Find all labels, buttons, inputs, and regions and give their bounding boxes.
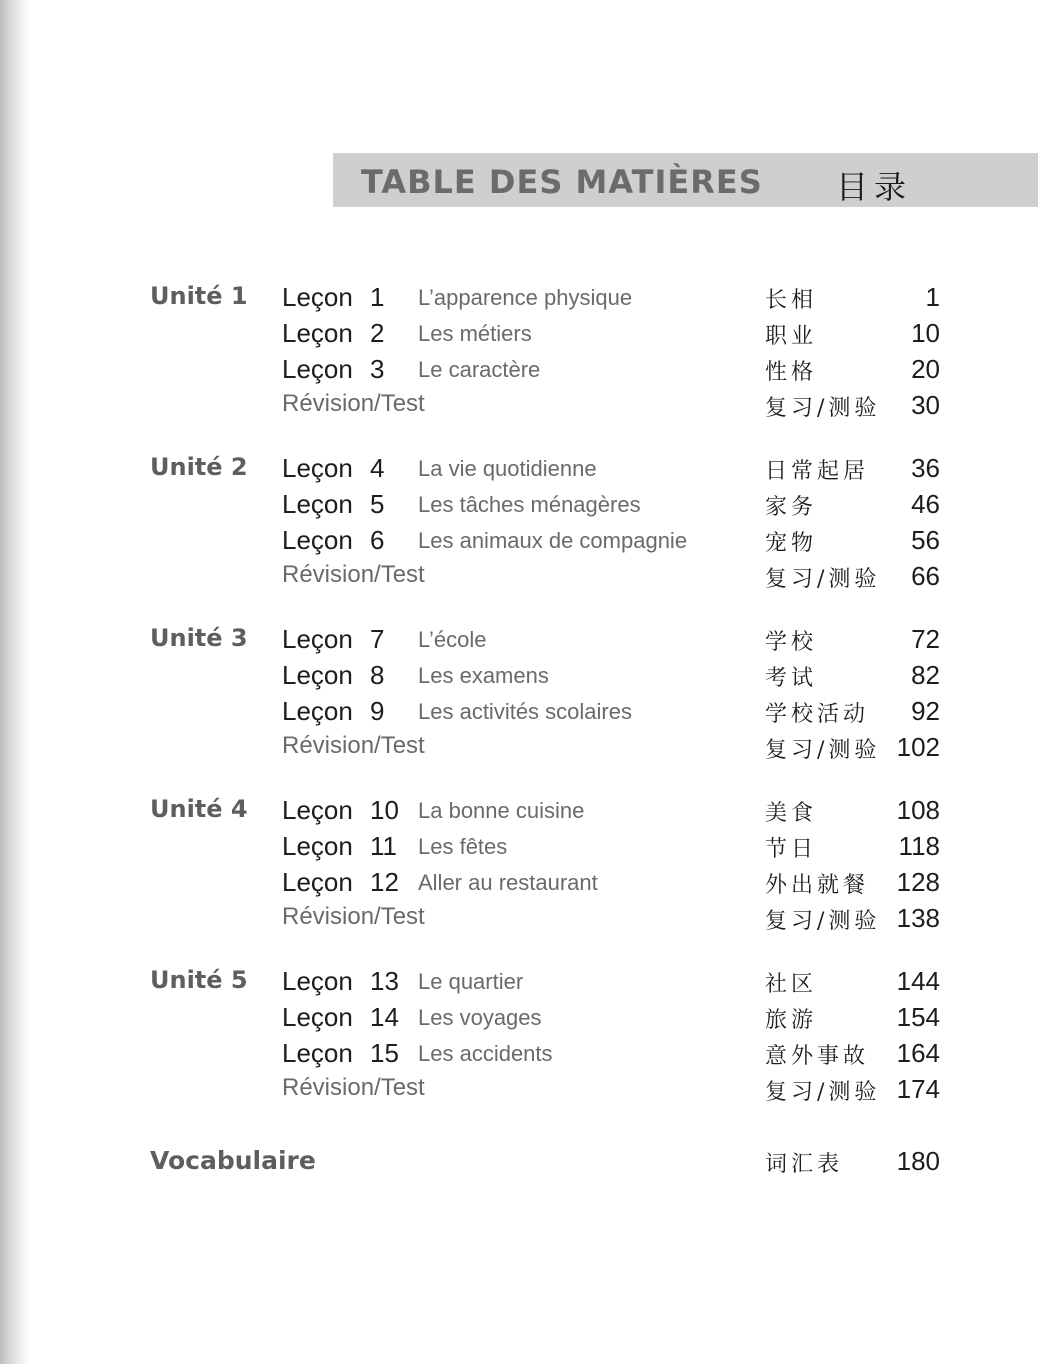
lesson-title-chinese: 节日 [765, 837, 818, 862]
revision-label: Révision/Test [282, 1074, 425, 1101]
lesson-number: 11 [370, 831, 397, 861]
lesson-word: Leçon [282, 1002, 353, 1032]
lesson-word: Leçon [282, 624, 353, 654]
lesson-title: Les accidents [418, 1041, 553, 1066]
lesson-title: Les métiers [418, 321, 532, 346]
lesson-title-chinese: 宠物 [765, 531, 818, 556]
lesson-title-chinese: 学校 [765, 630, 818, 655]
lesson-title-chinese: 学校活动 [765, 702, 870, 727]
lesson-row[interactable] [0, 624, 1038, 660]
revision-label: Révision/Test [282, 903, 425, 930]
lesson-title: La vie quotidienne [418, 456, 597, 481]
lesson-title: Les voyages [418, 1005, 542, 1030]
lesson-row[interactable] [0, 966, 1038, 1002]
lesson-number: 5 [370, 489, 385, 519]
page-number: 72 [911, 624, 940, 654]
lesson-word: Leçon [282, 660, 353, 690]
vocabulary-label-chinese: 词汇表 [765, 1152, 844, 1177]
lesson-number: 7 [370, 624, 385, 654]
lesson-word: Leçon [282, 525, 353, 555]
lesson-title: Les examens [418, 663, 549, 688]
lesson-row[interactable] [0, 282, 1038, 318]
unit-label: Unité 5 [150, 966, 248, 994]
lesson-number: 10 [370, 795, 399, 825]
revision-label-chinese: 复习/测验 [765, 396, 881, 421]
lesson-number: 1 [370, 282, 385, 312]
revision-row[interactable] [0, 561, 1038, 597]
unit-label: Unité 2 [150, 453, 248, 481]
vocabulary-label: Vocabulaire [150, 1146, 316, 1175]
lesson-title-chinese: 家务 [765, 495, 818, 520]
lesson-number: 13 [370, 966, 399, 996]
lesson-number: 4 [370, 453, 385, 483]
lesson-word: Leçon [282, 795, 353, 825]
lesson-word: Leçon [282, 318, 353, 348]
page-number: 36 [911, 453, 940, 483]
lesson-title-chinese: 长相 [765, 288, 818, 313]
lesson-row[interactable] [0, 795, 1038, 831]
lesson-word: Leçon [282, 489, 353, 519]
lesson-word: Leçon [282, 696, 353, 726]
lesson-number: 15 [370, 1038, 399, 1068]
page-title: TABLE DES MATIÈRES [361, 163, 763, 201]
page-number: 144 [896, 966, 940, 996]
page-number: 118 [898, 831, 940, 861]
lesson-title-chinese: 意外事故 [765, 1044, 870, 1069]
lesson-word: Leçon [282, 966, 353, 996]
page-title-chinese: 目录 [836, 168, 913, 206]
page-number: 20 [911, 354, 940, 384]
page-number: 30 [911, 390, 940, 420]
lesson-title: Le caractère [418, 357, 541, 382]
lesson-word: Leçon [282, 1038, 353, 1068]
lesson-title-chinese: 性格 [765, 360, 818, 385]
lesson-word: Leçon [282, 831, 353, 861]
revision-label-chinese: 复习/测验 [765, 909, 881, 934]
lesson-number: 2 [370, 318, 385, 348]
page-number: 82 [911, 660, 940, 690]
lesson-title-chinese: 职业 [765, 324, 818, 349]
lesson-number: 3 [370, 354, 385, 384]
lesson-number: 6 [370, 525, 385, 555]
lesson-title-chinese: 旅游 [765, 1008, 818, 1033]
lesson-title: Les activités scolaires [418, 699, 632, 724]
page-number: 108 [896, 795, 940, 825]
lesson-row[interactable] [0, 354, 1038, 390]
page-number: 174 [896, 1074, 940, 1104]
lesson-title-chinese: 社区 [765, 972, 818, 997]
lesson-title: L’école [418, 627, 487, 652]
lesson-title: Le quartier [418, 969, 524, 994]
lesson-word: Leçon [282, 453, 353, 483]
page-number: 1 [925, 282, 940, 312]
page-number: 180 [896, 1146, 940, 1176]
lesson-row[interactable] [0, 1038, 1038, 1074]
lesson-title: Aller au restaurant [418, 870, 598, 895]
lesson-word: Leçon [282, 354, 353, 384]
revision-label-chinese: 复习/测验 [765, 567, 881, 592]
revision-label-chinese: 复习/测验 [765, 738, 881, 763]
lesson-row[interactable] [0, 1002, 1038, 1038]
page-number: 128 [896, 867, 940, 897]
page-number: 164 [896, 1038, 940, 1068]
lesson-title: La bonne cuisine [418, 798, 585, 823]
unit-label: Unité 3 [150, 624, 248, 652]
lesson-number: 14 [370, 1002, 399, 1032]
lesson-row[interactable] [0, 867, 1038, 903]
revision-row[interactable] [0, 390, 1038, 426]
lesson-word: Leçon [282, 867, 353, 897]
lesson-row[interactable] [0, 318, 1038, 354]
lesson-title: Les animaux de compagnie [418, 528, 688, 553]
lesson-title: L’apparence physique [418, 285, 633, 310]
page-number: 154 [896, 1002, 940, 1032]
lesson-number: 8 [370, 660, 385, 690]
page-number: 10 [911, 318, 940, 348]
revision-label: Révision/Test [282, 732, 425, 759]
lesson-row[interactable] [0, 489, 1038, 525]
page-number: 92 [911, 696, 940, 726]
lesson-title-chinese: 外出就餐 [765, 873, 870, 898]
lesson-title: Les fêtes [418, 834, 508, 859]
lesson-word: Leçon [282, 282, 353, 312]
lesson-row[interactable] [0, 660, 1038, 696]
vocabulary-row[interactable] [0, 1146, 1038, 1182]
lesson-number: 12 [370, 867, 399, 897]
page-number: 46 [911, 489, 940, 519]
page-number: 138 [896, 903, 940, 933]
lesson-row[interactable] [0, 453, 1038, 489]
page-number: 56 [911, 525, 940, 555]
page-number: 102 [896, 732, 940, 762]
lesson-title-chinese: 考试 [765, 666, 818, 691]
lesson-row[interactable] [0, 831, 1038, 867]
lesson-title-chinese: 美食 [765, 801, 818, 826]
revision-row[interactable] [0, 732, 1038, 768]
revision-row[interactable] [0, 903, 1038, 939]
unit-label: Unité 1 [150, 282, 248, 310]
lesson-title: Les tâches ménagères [418, 492, 641, 517]
revision-label: Révision/Test [282, 390, 425, 417]
lesson-row[interactable] [0, 525, 1038, 561]
revision-row[interactable] [0, 1074, 1038, 1110]
lesson-title-chinese: 日常起居 [765, 459, 870, 484]
unit-label: Unité 4 [150, 795, 248, 823]
revision-label: Révision/Test [282, 561, 425, 588]
revision-label-chinese: 复习/测验 [765, 1080, 881, 1105]
lesson-row[interactable] [0, 696, 1038, 732]
lesson-number: 9 [370, 696, 385, 726]
page-number: 66 [911, 561, 940, 591]
